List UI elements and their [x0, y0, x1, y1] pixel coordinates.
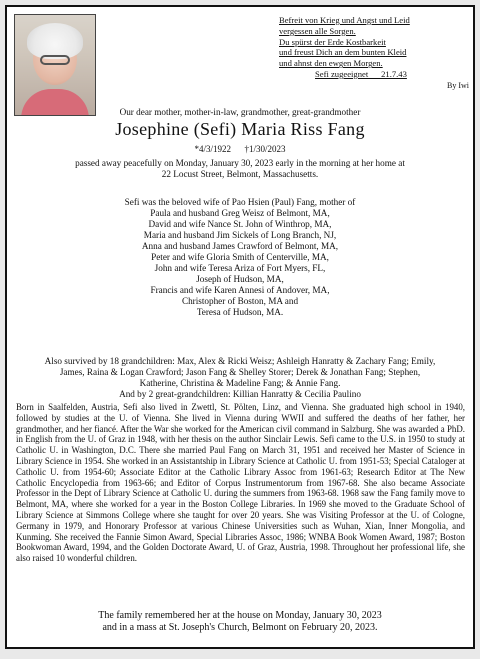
memorial-notice — [7, 610, 473, 634]
family-line: Peter and wife Gloria Smith of Centerville, MA, — [151, 252, 329, 263]
poem-author: By Iwi — [447, 80, 469, 90]
survivors-list — [21, 356, 459, 400]
poem-line: und freust Dich an dem bunten Kleid — [279, 47, 407, 58]
family-list — [7, 197, 473, 319]
family-line: Paula and husband Greg Weisz of Belmont, MA, — [150, 208, 330, 219]
deceased-name: Josephine (Sefi) Maria Riss Fang — [115, 119, 365, 139]
intro-line: Our dear mother, mother-in-law, grandmother, great-grandmother — [119, 107, 361, 117]
portrait-photo — [14, 14, 96, 116]
family-line: Francis and wife Karen Annesi of Andover, MA, — [150, 285, 330, 296]
poem-line: Du spürst der Erde Kostbarkeit — [279, 36, 386, 47]
family-line: Joseph of Hudson, MA, — [196, 274, 284, 285]
family-line: Sefi was the beloved wife of Pao Hsien (Paul) Fang, mother of — [124, 197, 356, 207]
poem-line: vergessen alle Sorgen. — [279, 25, 356, 36]
passing-line: passed away peacefully on Monday, January 30, 2023 early in the morning at her home at — [75, 158, 405, 168]
survivors-line: Katherine, Christina & Madeline Fang; & Annie Fang. — [139, 378, 341, 389]
biography-paragraph: Born in Saalfelden, Austria, Sefi also lived in Zwettl, St. Pölten, Linz, and Vienna. She graduated high school in 1940, followed by studies at the U. of Vienna. She lived in Vienna during WWII and suffered the deaths of her father, her grandmother, and her fiancé. After the War she worked for the American civil command in Salzburg. She was awarded a PhD. in English from the U. of Graz in 1948, with her thesis on the author Sinclair Lewis. Sefi came to the U.S. in 1950 to study at Catholic U. in Washington, D.C. There she married Paul Fang on March 31, 1951 and received her Master of Science in Library Science in 1954. She worked in an Assistantship in Library Science at Catholic U. from 1951-53; Special Cataloger at Catholic U. from 1954-60; Associate Editor at the Catholic Library Assoc from 1961-63; Research Editor at The New Catholic Encyclopedia from 1963-66; and Editor of Corpus Instrumentorum from 1967-68. She also became Associate Professor in the Dept of Library Science at Catholic U. during the summers from 1963-68. 1968 saw the Fang family move to Belmont, MA, where she worked for a year in the Boston College Libraries. In 1969 she moved to the Graduate School of Library Science at Simmons College where she taught for over 20 years. She was Visiting Professor at the U. of Cologne, Germany in 1979, and Honorary Professor at various Chinese Universities such as Wuhan, Xian, Inner Mongolia, and Kunming. She received the Fannie Simon Award, Special Libraries Assoc, 1986; WNBA Book Women Award, 1987; Boston Bookwoman Award, 1994, and the Golden Doctorate Award, U. of Graz, Austria, 1998. Throughout her professional life, she also raised 10 wonderful children. — [16, 402, 465, 564]
poem-signature: Sefi zugeeignet 21.7.43 — [315, 68, 407, 79]
life-dates: *4/3/1922 †1/30/2023 — [194, 144, 286, 154]
family-line: Maria and husband Jim Sickels of Long Branch, NJ, — [143, 230, 337, 241]
family-line: David and wife Nance St. John of Winthrop, MA, — [148, 219, 332, 230]
poem — [279, 15, 469, 92]
poem-line: Befreit von Krieg und Angst und Leid — [279, 15, 410, 25]
survivors-line: James, Raina & Logan Crawford; Jason Fang & Shelley Storer; Derek & Jonathan Fang; Stephen, — [59, 367, 421, 378]
portrait-hair — [27, 23, 83, 59]
survivors-line: And by 2 great-grandchildren: Killian Hanratty & Cecilia Paulino — [119, 389, 361, 400]
memorial-line: The family remembered her at the house on Monday, January 30, 2023 — [98, 610, 382, 621]
survivors-line: Also survived by 18 grandchildren: Max, Alex & Ricki Weisz; Ashleigh Hanratty & Zachary Fang; Emily, — [44, 356, 436, 366]
family-line: John and wife Teresa Ariza of Fort Myers, FL, — [154, 263, 326, 274]
family-line: Christopher of Boston, MA and — [181, 296, 299, 307]
poem-line: und ahnst den ewgen Morgen. — [279, 58, 383, 69]
passing-notice — [37, 158, 443, 180]
portrait-glasses — [40, 55, 70, 65]
family-line: Anna and husband James Crawford of Belmont, MA, — [141, 241, 339, 252]
memorial-line: and in a mass at St. Joseph's Church, Belmont on February 20, 2023. — [102, 622, 378, 633]
passing-line: 22 Locust Street, Belmont, Massachusetts. — [161, 169, 319, 179]
family-line: Teresa of Hudson, MA. — [196, 307, 284, 318]
obituary-page — [5, 5, 475, 649]
